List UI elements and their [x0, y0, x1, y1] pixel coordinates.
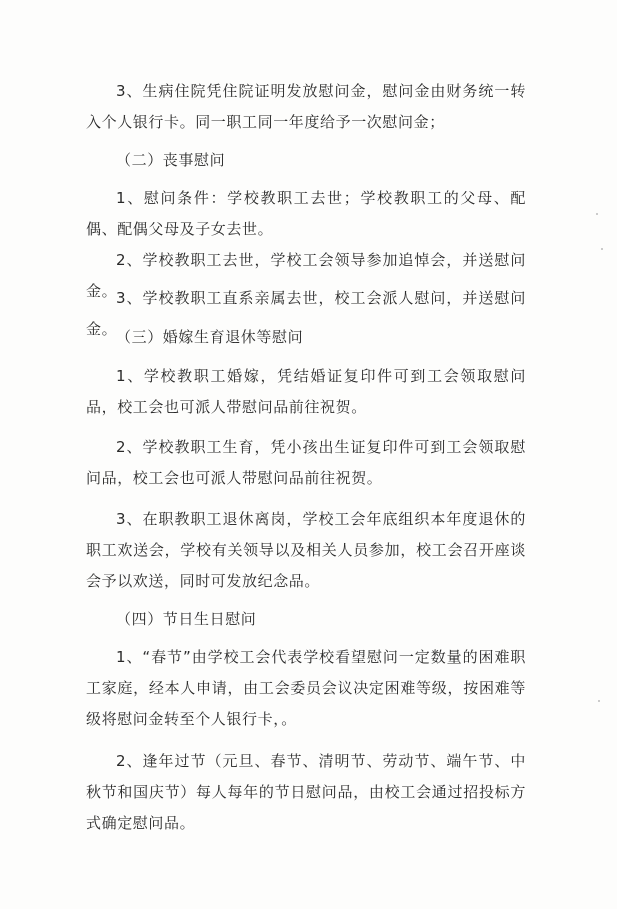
paragraph-spring-festival: 1、“春节”由学校工会代表学校看望慰问一定数量的困难职工家庭，经本人申请，由工会委员会议决定困难等级，按困难等级将慰问金转至个人银行卡，。 [86, 648, 526, 728]
scan-speck [598, 700, 600, 702]
section-heading-wedding-birth-retirement: （三）婚嫁生育退休等慰问 [116, 328, 304, 346]
scan-speck [601, 248, 603, 250]
paragraph-childbirth: 2、学校教职工生育，凭小孩出生证复印件可到工会领取慰问品，校工会也可派人带慰问品前往祝贺。 [86, 438, 526, 487]
section-heading-festival-birthday: （四）节日生日慰问 [116, 610, 257, 628]
paragraph-staff-death: 2、学校教职工去世，学校工会领导参加追悼会，并送慰问金。 [86, 251, 526, 300]
paragraph-holidays: 2、逢年过节（元旦、春节、清明节、劳动节、端午节、中秋节和国庆节）每人每年的节日慰问品，由校工会通过招投标方式确定慰问品。 [86, 752, 526, 832]
section-heading-funeral: （二）丧事慰问 [116, 151, 226, 169]
paragraph-wedding: 1、学校教职工婚嫁，凭结婚证复印件可到工会领取慰问品，校工会也可派人带慰问品前往祝贺。 [86, 367, 526, 416]
scan-speck [596, 213, 598, 215]
paragraph-retirement: 3、在职教职工退休离岗，学校工会年底组织本年度退休的职工欢送会，学校有关领导以及相关人员参加，校工会召开座谈会予以欢送，同时可发放纪念品。 [86, 510, 526, 590]
paragraph-funeral-conditions: 1、慰问条件：学校教职工去世；学校教职工的父母、配偶、配偶父母及子女去世。 [86, 189, 526, 238]
paragraph-sick-leave-condolence: 3、生病住院凭住院证明发放慰问金，慰问金由财务统一转入个人银行卡。同一职工同一年度给予一次慰问金； [86, 82, 526, 131]
paragraph-relative-death: 3、学校教职工直系亲属去世，校工会派人慰问，并送慰问金。 [86, 289, 526, 338]
